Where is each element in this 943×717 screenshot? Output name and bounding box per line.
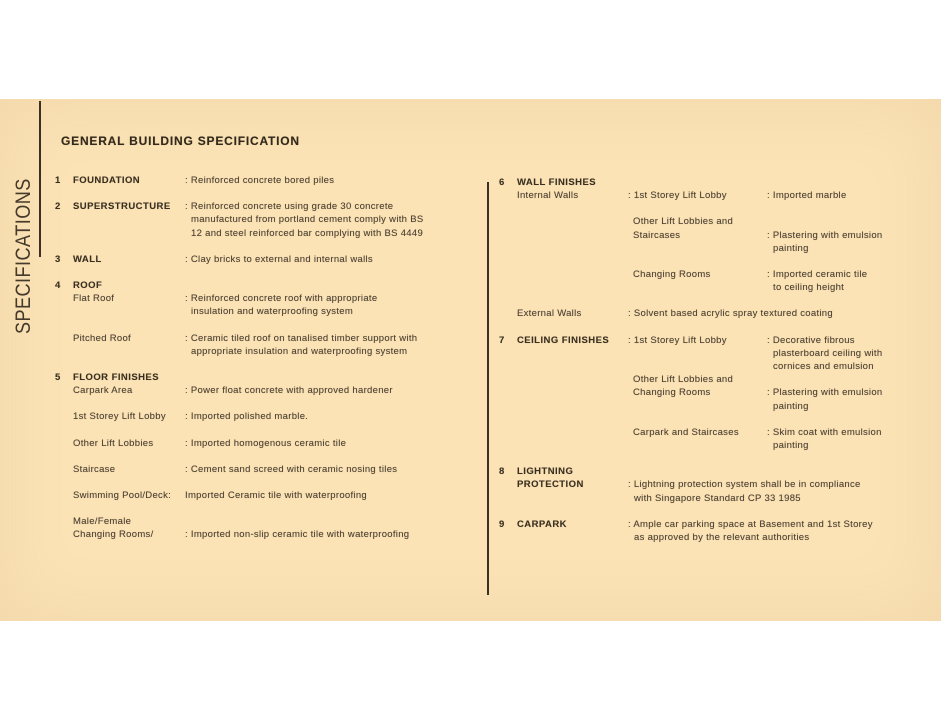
item-heading: WALL bbox=[73, 253, 102, 265]
item-heading: LIGHTNING bbox=[517, 466, 574, 478]
sub-label: 1st Storey Lift Lobby bbox=[73, 411, 166, 423]
item-desc: : Clay bricks to external and internal walls bbox=[185, 253, 373, 265]
item-number: 7 bbox=[499, 334, 505, 346]
spec-item-superstructure bbox=[55, 200, 487, 240]
item-heading: PROTECTION bbox=[517, 479, 584, 491]
item-heading: WALL FINISHES bbox=[517, 177, 597, 188]
item-number: 1 bbox=[55, 175, 61, 186]
sub-desc: : Ceramic tiled roof on tanalised timber support with bbox=[185, 332, 418, 344]
sub-mid: Carpark and Staircases bbox=[633, 426, 739, 438]
sub-desc: : Skim coat with emulsion bbox=[767, 426, 882, 438]
sub-mid: Changing Rooms bbox=[633, 387, 711, 399]
sub-desc: to ceiling height bbox=[773, 282, 845, 294]
sub-mid: : 1st Storey Lift Lobby bbox=[628, 334, 727, 346]
sub-desc: appropriate insulation and waterproofing system bbox=[191, 345, 408, 357]
sub-label: Internal Walls bbox=[517, 190, 579, 202]
sub-label: External Walls bbox=[517, 308, 582, 320]
sub-desc: plasterboard ceiling with bbox=[773, 347, 883, 359]
sub-desc: : Solvent based acrylic spray textured coating bbox=[628, 308, 833, 320]
sub-desc: : Plastering with emulsion bbox=[767, 229, 883, 241]
item-number: 2 bbox=[55, 201, 61, 213]
item-number: 3 bbox=[55, 253, 61, 265]
sub-mid: : 1st Storey Lift Lobby bbox=[628, 190, 727, 202]
spec-item-lightning-protection bbox=[499, 465, 939, 505]
left-column bbox=[55, 174, 487, 542]
sub-desc: : Imported non-slip ceramic tile with waterproofing bbox=[185, 529, 410, 541]
sub-mid: Staircases bbox=[633, 229, 681, 241]
sub-label: Pitched Roof bbox=[73, 332, 131, 344]
item-desc: : Reinforced concrete bored piles bbox=[185, 175, 335, 186]
item-number: 4 bbox=[55, 280, 61, 292]
item-heading: SUPERSTRUCTURE bbox=[73, 201, 171, 213]
sub-desc: : Imported homogenous ceramic tile bbox=[185, 437, 347, 449]
sub-label: Staircase bbox=[73, 463, 116, 475]
item-desc: as approved by the relevant authorities bbox=[634, 532, 810, 544]
item-heading: ROOF bbox=[73, 280, 103, 292]
sub-desc: : Imported ceramic tile bbox=[767, 269, 868, 281]
sub-desc: : Decorative fibrous bbox=[767, 334, 855, 346]
sub-desc: Imported Ceramic tile with waterproofing bbox=[185, 490, 368, 502]
spine-vertical-label: SPECIFICATIONS bbox=[12, 178, 36, 334]
item-desc: : Ample car parking space at Basement and 1st Storey bbox=[628, 518, 873, 530]
sub-label: Carpark Area bbox=[73, 385, 133, 397]
item-desc: : Lightning protection system shall be in compliance bbox=[628, 479, 861, 491]
item-number: 6 bbox=[499, 177, 505, 188]
sub-mid: Changing Rooms bbox=[633, 269, 711, 281]
item-desc: : Reinforced concrete using grade 30 concrete bbox=[185, 201, 394, 213]
spec-item-ceiling-finishes bbox=[499, 334, 939, 453]
sub-desc: : Plastering with emulsion bbox=[767, 387, 883, 399]
sub-desc: : Cement sand screed with ceramic nosing tiles bbox=[185, 463, 398, 475]
page-title: GENERAL BUILDING SPECIFICATION bbox=[61, 134, 300, 148]
sub-desc: : Imported marble bbox=[767, 190, 847, 202]
item-desc: with Singapore Standard CP 33 1985 bbox=[634, 492, 801, 504]
sub-desc: insulation and waterproofing system bbox=[191, 306, 354, 318]
sub-desc: : Imported polished marble. bbox=[185, 411, 309, 423]
spec-item-wall bbox=[55, 253, 487, 266]
item-number: 5 bbox=[55, 372, 61, 384]
item-number: 9 bbox=[499, 518, 505, 530]
item-desc: 12 and steel reinforced bar complying with BS 4449 bbox=[191, 227, 424, 239]
sub-mid: Other Lift Lobbies and bbox=[633, 374, 734, 386]
sub-desc: : Reinforced concrete roof with appropriate bbox=[185, 293, 378, 305]
item-heading: CARPARK bbox=[517, 518, 567, 530]
sub-desc: painting bbox=[773, 440, 809, 452]
sub-label: Male/Female bbox=[73, 516, 132, 528]
item-heading: FOUNDATION bbox=[73, 175, 141, 186]
item-heading: CEILING FINISHES bbox=[517, 334, 610, 346]
spec-item-foundation bbox=[55, 174, 487, 187]
item-number: 8 bbox=[499, 466, 505, 478]
column-divider-rule bbox=[487, 182, 489, 595]
sub-desc: : Power float concrete with approved hardener bbox=[185, 385, 393, 397]
sub-desc: painting bbox=[773, 400, 809, 412]
spec-item-wall-finishes bbox=[499, 176, 939, 321]
right-column bbox=[499, 176, 939, 544]
item-desc: manufactured from portland cement comply with BS bbox=[191, 214, 424, 226]
sub-desc: cornices and emulsion bbox=[773, 361, 874, 373]
item-heading: FLOOR FINISHES bbox=[73, 372, 159, 384]
spec-item-roof bbox=[55, 279, 487, 358]
sub-mid: Other Lift Lobbies and bbox=[633, 216, 734, 228]
sub-label: Other Lift Lobbies bbox=[73, 437, 154, 449]
sub-label: Changing Rooms/ bbox=[73, 529, 154, 541]
spec-item-floor-finishes bbox=[55, 371, 487, 542]
spec-item-carpark bbox=[499, 518, 939, 544]
sub-label: Flat Roof bbox=[73, 293, 115, 305]
sub-desc: painting bbox=[773, 242, 809, 254]
spine-rule bbox=[39, 101, 41, 257]
sub-label: Swimming Pool/Deck: bbox=[73, 490, 172, 502]
